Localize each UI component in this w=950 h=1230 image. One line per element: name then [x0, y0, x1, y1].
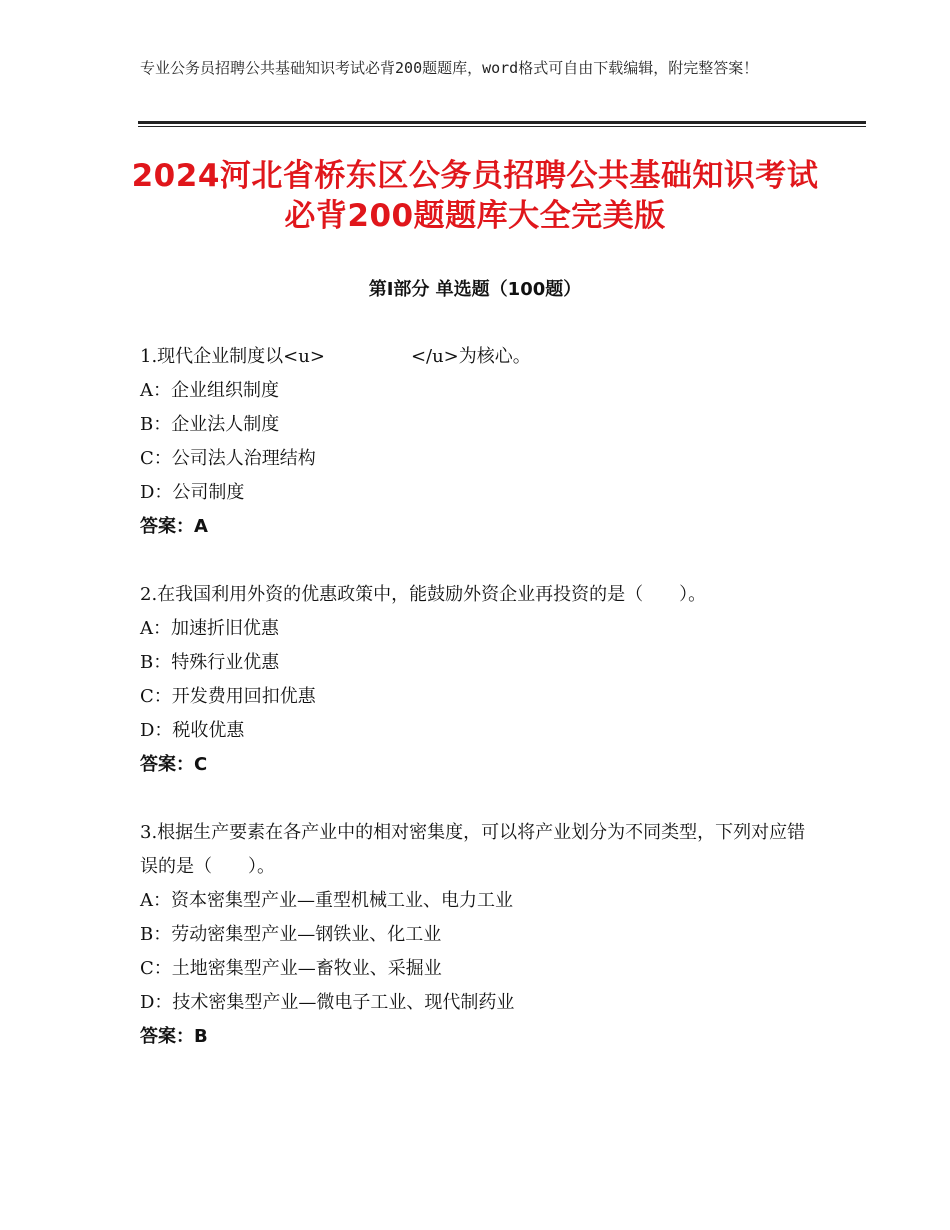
option-b: B：企业法人制度 — [140, 414, 280, 435]
option-c: C：公司法人治理结构 — [140, 448, 316, 469]
question-1 — [140, 340, 820, 544]
answer-line: 答案：B — [140, 1026, 208, 1047]
question-2 — [140, 578, 820, 782]
option-a: A：加速折旧优惠 — [140, 618, 279, 639]
header-divider-thick — [138, 121, 866, 124]
question-stem-part-2: </u>为核心。 — [410, 346, 531, 367]
question-stem: 3.根据生产要素在各产业中的相对密集度，可以将产业划分为不同类型，下列对应错误的是（ ）。 — [140, 822, 806, 877]
document-title: 2024河北省桥东区公务员招聘公共基础知识考试必背200题题库大全完美版 — [131, 158, 819, 234]
option-b: B：特殊行业优惠 — [140, 652, 280, 673]
header-note: 专业公务员招聘公共基础知识考试必背200题题库，word格式可自由下载编辑，附完整答案！ — [140, 59, 759, 77]
question-list — [140, 340, 820, 1088]
option-c: C：土地密集型产业—畜牧业、采掘业 — [140, 958, 442, 979]
option-a: A：资本密集型产业—重型机械工业、电力工业 — [140, 890, 513, 911]
answer-line: 答案：C — [140, 754, 208, 775]
question-3 — [140, 816, 820, 1054]
header-divider-thin — [138, 126, 866, 127]
question-stem-part-1: 1.现代企业制度以<u> — [140, 346, 325, 367]
option-d: D：公司制度 — [140, 482, 245, 503]
option-c: C：开发费用回扣优惠 — [140, 686, 316, 707]
answer-line: 答案：A — [140, 516, 208, 537]
option-a: A：企业组织制度 — [140, 380, 279, 401]
section-heading: 第Ⅰ部分 单选题（100题） — [368, 279, 582, 300]
option-b: B：劳动密集型产业—钢铁业、化工业 — [140, 924, 442, 945]
question-stem: 2.在我国利用外资的优惠政策中，能鼓励外资企业再投资的是（ ）。 — [140, 584, 707, 605]
question-stem — [140, 340, 820, 374]
option-d: D：技术密集型产业—微电子工业、现代制药业 — [140, 992, 515, 1013]
option-d: D：税收优惠 — [140, 720, 245, 741]
